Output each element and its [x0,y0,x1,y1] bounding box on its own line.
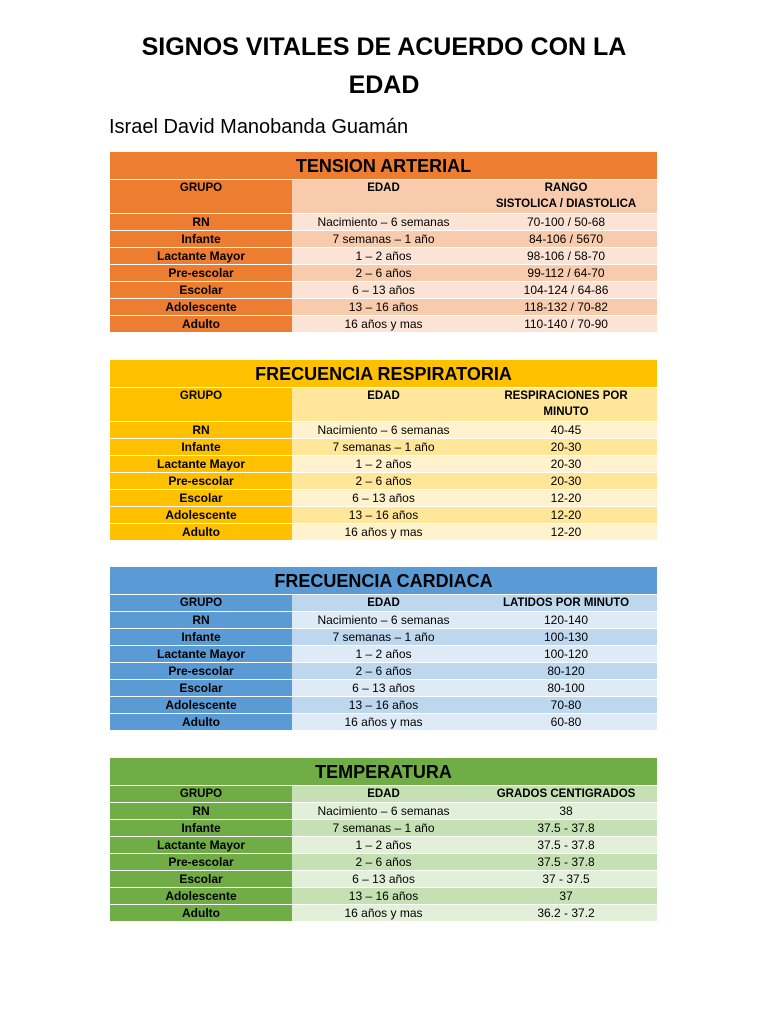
grupo-cell: Pre-escolar [110,265,292,282]
header-edad: EDAD [292,786,475,803]
document-title [0,28,768,104]
edad-cell: 7 semanas – 1 año [292,231,475,248]
grupo-cell: Escolar [110,490,292,507]
header-grupo: GRUPO [110,180,292,214]
edad-cell: 2 – 6 años [292,265,475,282]
header-grados: GRADOS CENTIGRADOS [475,786,657,803]
table-row [110,214,657,231]
header-edad: EDAD [292,595,475,612]
tension-arterial-table [110,152,657,333]
edad-cell: 7 semanas – 1 año [292,629,475,646]
edad-cell: 13 – 16 años [292,507,475,524]
table-row [110,507,657,524]
value-cell: 38 [475,803,657,820]
edad-cell: 16 años y mas [292,905,475,922]
edad-cell: Nacimiento – 6 semanas [292,803,475,820]
edad-cell: 2 – 6 años [292,854,475,871]
grupo-cell: Escolar [110,871,292,888]
frecuencia-respiratoria-table [110,360,657,541]
header-rango-line1: RANGO [544,182,588,194]
table-row [110,524,657,541]
table-row [110,490,657,507]
edad-cell: 1 – 2 años [292,248,475,265]
value-cell: 104-124 / 64-86 [475,282,657,299]
grupo-cell: Infante [110,820,292,837]
edad-cell: 13 – 16 años [292,888,475,905]
table-title: FRECUENCIA CARDIACA [110,567,657,595]
table-row [110,714,657,731]
value-cell: 80-120 [475,663,657,680]
value-cell: 37 [475,888,657,905]
frecuencia-cardiaca-table [110,567,657,731]
edad-cell: 13 – 16 años [292,697,475,714]
table-row [110,871,657,888]
value-cell: 99-112 / 64-70 [475,265,657,282]
grupo-cell: Infante [110,629,292,646]
header-latidos: LATIDOS POR MINUTO [475,595,657,612]
table-row [110,837,657,854]
edad-cell: 7 semanas – 1 año [292,439,475,456]
value-cell: 80-100 [475,680,657,697]
value-cell: 20-30 [475,439,657,456]
value-cell: 98-106 / 58-70 [475,248,657,265]
header-rango-line2: SISTOLICA / DIASTOLICA [495,198,637,210]
table-row [110,697,657,714]
header-rango [475,180,657,214]
table-row [110,439,657,456]
header-grupo: GRUPO [110,595,292,612]
table-row [110,473,657,490]
grupo-cell: Adolescente [110,697,292,714]
header-resp-line2: MINUTO [543,406,589,418]
value-cell: 70-100 / 50-68 [475,214,657,231]
temperatura-table [110,758,657,922]
edad-cell: 7 semanas – 1 año [292,820,475,837]
grupo-cell: RN [110,612,292,629]
grupo-cell: Lactante Mayor [110,837,292,854]
edad-cell: 6 – 13 años [292,871,475,888]
grupo-cell: Pre-escolar [110,663,292,680]
table-row [110,629,657,646]
edad-cell: 6 – 13 años [292,680,475,697]
grupo-cell: Adulto [110,316,292,333]
edad-cell: 13 – 16 años [292,299,475,316]
header-respiraciones [475,388,657,422]
value-cell: 20-30 [475,456,657,473]
table-title: FRECUENCIA RESPIRATORIA [110,360,657,388]
edad-cell: 1 – 2 años [292,646,475,663]
value-cell: 20-30 [475,473,657,490]
grupo-cell: RN [110,803,292,820]
grupo-cell: Pre-escolar [110,473,292,490]
edad-cell: 16 años y mas [292,316,475,333]
header-grupo: GRUPO [110,786,292,803]
edad-cell: Nacimiento – 6 semanas [292,214,475,231]
grupo-cell: Adolescente [110,507,292,524]
grupo-cell: Adulto [110,714,292,731]
table-title: TENSION ARTERIAL [110,152,657,180]
edad-cell: 16 años y mas [292,714,475,731]
table-row [110,680,657,697]
grupo-cell: Escolar [110,282,292,299]
grupo-cell: Infante [110,439,292,456]
grupo-cell: Infante [110,231,292,248]
title-line-1: SIGNOS VITALES DE ACUERDO CON LA [141,33,627,61]
table-row [110,282,657,299]
table-row [110,248,657,265]
value-cell: 60-80 [475,714,657,731]
grupo-cell: Adolescente [110,299,292,316]
table-row [110,265,657,282]
table-title: TEMPERATURA [110,758,657,786]
header-grupo: GRUPO [110,388,292,422]
edad-cell: 6 – 13 años [292,490,475,507]
value-cell: 70-80 [475,697,657,714]
table-row [110,888,657,905]
value-cell: 100-120 [475,646,657,663]
table-row [110,316,657,333]
edad-cell: 6 – 13 años [292,282,475,299]
value-cell: 84-106 / 5670 [475,231,657,248]
value-cell: 40-45 [475,422,657,439]
value-cell: 12-20 [475,490,657,507]
value-cell: 37 - 37.5 [475,871,657,888]
value-cell: 110-140 / 70-90 [475,316,657,333]
grupo-cell: RN [110,422,292,439]
value-cell: 118-132 / 70-82 [475,299,657,316]
table-row [110,854,657,871]
value-cell: 100-130 [475,629,657,646]
edad-cell: 1 – 2 años [292,837,475,854]
value-cell: 12-20 [475,524,657,541]
grupo-cell: Escolar [110,680,292,697]
table-row [110,231,657,248]
grupo-cell: RN [110,214,292,231]
header-resp-line1: RESPIRACIONES POR [504,390,628,402]
table-row [110,905,657,922]
value-cell: 12-20 [475,507,657,524]
value-cell: 37.5 - 37.8 [475,854,657,871]
grupo-cell: Adulto [110,905,292,922]
edad-cell: 1 – 2 años [292,456,475,473]
value-cell: 36.2 - 37.2 [475,905,657,922]
header-edad: EDAD [292,180,475,214]
edad-cell: Nacimiento – 6 semanas [292,422,475,439]
edad-cell: Nacimiento – 6 semanas [292,612,475,629]
grupo-cell: Adulto [110,524,292,541]
table-row [110,612,657,629]
grupo-cell: Adolescente [110,888,292,905]
grupo-cell: Lactante Mayor [110,646,292,663]
grupo-cell: Lactante Mayor [110,248,292,265]
table-row [110,803,657,820]
edad-cell: 2 – 6 años [292,473,475,490]
table-row [110,663,657,680]
table-row [110,646,657,663]
title-line-2: EDAD [348,71,420,99]
edad-cell: 16 años y mas [292,524,475,541]
table-row [110,456,657,473]
table-row [110,299,657,316]
author-name: Israel David Manobanda Guamán [109,116,409,138]
table-row [110,422,657,439]
grupo-cell: Lactante Mayor [110,456,292,473]
value-cell: 37.5 - 37.8 [475,820,657,837]
edad-cell: 2 – 6 años [292,663,475,680]
table-row [110,820,657,837]
grupo-cell: Pre-escolar [110,854,292,871]
value-cell: 37.5 - 37.8 [475,837,657,854]
header-edad: EDAD [292,388,475,422]
value-cell: 120-140 [475,612,657,629]
